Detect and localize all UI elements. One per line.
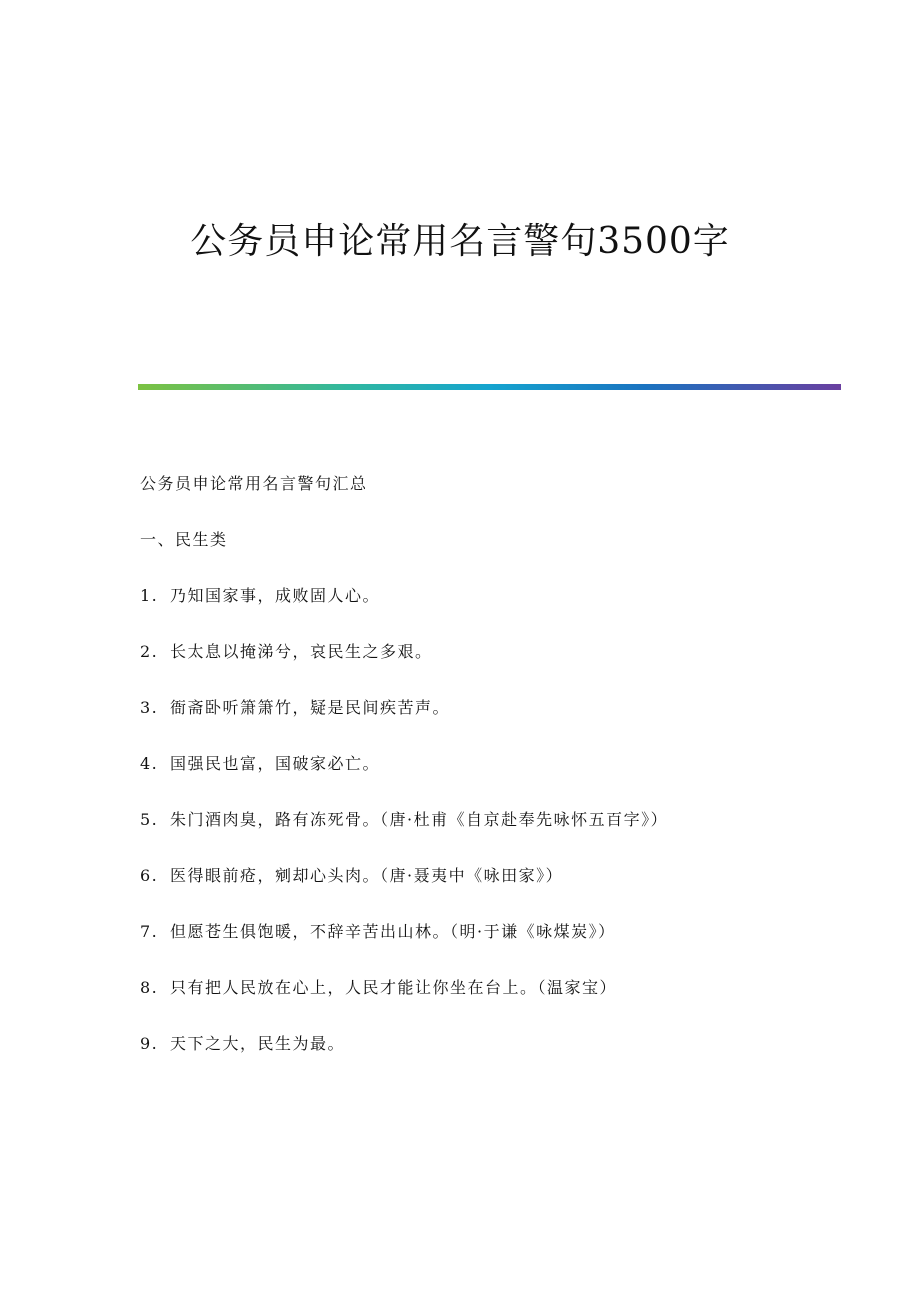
list-item — [140, 860, 840, 916]
document-body — [140, 468, 840, 1084]
list-item — [140, 916, 840, 972]
list-item — [140, 580, 840, 636]
item-text: 天下之大，民生为最。 — [170, 1034, 346, 1053]
item-number: 9. — [140, 1034, 159, 1053]
item-text: 长太息以掩涕兮，哀民生之多艰。 — [170, 642, 433, 661]
item-text: 朱门酒肉臭，路有冻死骨。（唐·杜甫《自京赴奉先咏怀五百字》） — [170, 810, 669, 829]
list-item — [140, 748, 840, 804]
item-number: 6. — [140, 866, 159, 885]
item-text: 国强民也富，国破家必亡。 — [170, 754, 381, 773]
item-text: 医得眼前疮，剜却心头肉。（唐·聂夷中《咏田家》） — [170, 866, 564, 885]
item-number: 4. — [140, 754, 159, 773]
item-text: 衙斋卧听箫箫竹，疑是民间疾苦声。 — [170, 698, 451, 717]
item-number: 2. — [140, 642, 159, 661]
item-number: 5. — [140, 810, 159, 829]
list-item — [140, 972, 840, 1028]
list-item — [140, 692, 840, 748]
list-item — [140, 636, 840, 692]
item-number: 1. — [140, 586, 159, 605]
item-number: 3. — [140, 698, 159, 717]
item-number: 8. — [140, 978, 159, 997]
title-divider — [138, 384, 841, 390]
list-item — [140, 1028, 840, 1084]
list-item — [140, 804, 840, 860]
document-heading: 公务员申论常用名言警句汇总 — [140, 474, 368, 493]
item-text: 但愿苍生俱饱暖，不辞辛苦出山林。（明·于谦《咏煤炭》） — [170, 922, 616, 941]
page-title: 公务员申论常用名言警句3500字 — [190, 221, 730, 262]
item-text: 只有把人民放在心上，人民才能让你坐在台上。（温家宝） — [170, 978, 618, 997]
section-title: 一、民生类 — [140, 530, 228, 549]
item-text: 乃知国家事，成败固人心。 — [170, 586, 381, 605]
item-number: 7. — [140, 922, 159, 941]
